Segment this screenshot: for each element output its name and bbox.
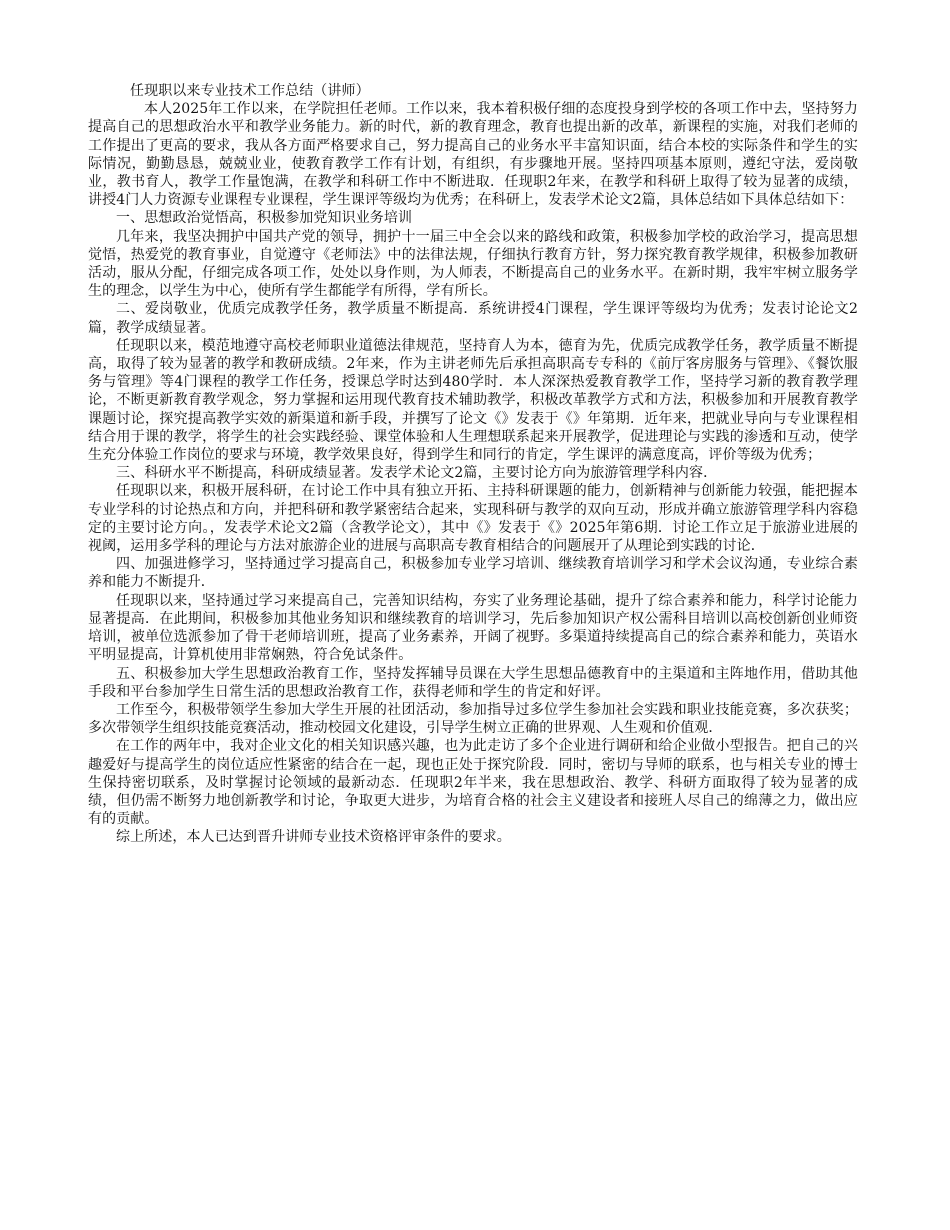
paragraph-conclusion: 综上所述，本人已达到晋升讲师专业技术资格评审条件的要求。 — [116, 829, 511, 846]
paragraph-section-3: 任现职以来，积极开展科研，在讨论工作中具有独立开拓、主持科研课题的能力，创新精神与创新能力较强，能把握本专业学科的讨论热点和方向，并把科研和教学紧密结合起来，实现科研与教学的双向互动，形成并确立旅游管理学科内容稳定的主要讨论方向。，发表学术论文2篇（含教学论文），其中《》发表于《》2025年第6期．讨论工作立足于旅游业进展的视阈，运用多学科的理论与方法对旅游企业的进展与高职高专教育相结合的问题展开了从理论到实践的讨论． — [88, 483, 858, 555]
section-heading-1: 一、思想政治觉悟高，积极参加党知识业务培训 — [116, 210, 413, 227]
paragraph-section-2: 任现职以来，模范地遵守高校老师职业道德法律规范，坚持育人为本，德育为先，优质完成教学任务，教学质量不断提高，取得了较为显著的教学和教研成绩。2年来，作为主讲老师先后承担高职高专专科的《前厅客房服务与管理》、《餐饮服务与管理》等4门课程的教学工作任务，授课总学时达到480学时．本人深深热爱教育教学工作，坚持学习新的教育教学理论，不断更新教育教学观念，努力掌握和运用现代教育技术辅助教学，积极改革教学方式和方法，积极参加和开展教育教学课题讨论，探究提高教学实效的新渠道和新手段，并撰写了论文《》发表于《》年第期．近年来，把就业导向与专业课程相结合用于课的教学，将学生的社会实践经验、课堂体验和人生理想联系起来开展教学，促进理论与实践的渗透和互动，使学生充分体验工作岗位的要求与环境，教学效果良好，得到学生和同行的肯定，学生课评的满意度高，评价等级为优秀； — [88, 337, 858, 464]
document-page — [88, 82, 858, 847]
document-title: 任现职以来专业技术工作总结（讲师） — [130, 83, 370, 99]
paragraph-intro: 本人2025年工作以来，在学院担任老师。工作以来，我本着积极仔细的态度投身到学校的各项工作中去，坚持努力提高自己的思想政治水平和教学业务能力。新的时代，新的教育理念，教育也提出新的改革，新课程的实施，对我们老师的工作提出了更高的要求，我从各方面严格要求自己，努力提高自己的业务水平丰富知识面，结合本校的实际条件和学生的实际情况，勤勤恳恳，兢兢业业，使教育教学工作有计划，有组织，有步骤地开展。坚持四项基本原则，遵纪守法，爱岗敬业，教书育人，教学工作量饱满，在教学和科研工作中不断进取．任现职2年来，在教学和科研上取得了较为显著的成绩，讲授4门人力资源专业课程专业课程，学生课评等级均为优秀；在科研上，发表学术论文2篇，具体总结如下具体总结如下： — [88, 101, 858, 209]
section-heading-4: 四、加强进修学习，坚持通过学习提高自己，积极参加专业学习培训、继续教育培训学习和学术会议沟通，专业综合素养和能力不断提升． — [88, 556, 858, 591]
paragraph-section-5b: 在工作的两年中，我对企业文化的相关知识感兴趣，也为此走访了多个企业进行调研和给企业做小型报告。把自己的兴趣爱好与提高学生的岗位适应性紧密的结合在一起，现也正处于探究阶段．同时，密切与导师的联系，也与相关专业的博士生保持密切联系，及时掌握讨论领域的最新动态．任现职2年半来，我在思想政治、教学、科研方面取得了较为显著的成绩，但仍需不断努力地创新教学和讨论，争取更大进步，为培育合格的社会主义建设者和接班人尽自己的绵薄之力，做出应有的贡献。 — [88, 738, 858, 828]
paragraph-section-5a: 工作至今，积极带领学生参加大学生开展的社团活动，参加指导过多位学生参加社会实践和职业技能竞赛，多次获奖；多次带领学生组织技能竞赛活动，推动校园文化建设，引导学生树立正确的世界观、人生观和价值观． — [88, 701, 858, 737]
paragraph-section-1: 几年来，我坚决拥护中国共产党的领导，拥护十一届三中全会以来的路线和政策，积极参加学校的政治学习，提高思想觉悟，热爱党的教育事业，自觉遵守《老师法》中的法律法规，仔细执行教育方针，努力探究教育教学规律，积极参加教研活动，服从分配，仔细完成各项工作，处处以身作则，为人师表，不断提高自己的业务水平。在新时期，我牢牢树立服务学生的理念，以学生为中心，使所有学生都能学有所得，学有所长。 — [88, 228, 858, 300]
section-heading-5: 五、积极参加大学生思想政治教育工作，坚持发挥辅导员课在大学生思想品德教育中的主渠道和主阵地作用，借助其他手段和平台参加学生日常生活的思想政治教育工作，获得老师和学生的肯定和好评。 — [88, 665, 858, 700]
section-heading-3: 三、科研水平不断提高，科研成绩显著。发表学术论文2篇，主要讨论方向为旅游管理学科内容． — [116, 465, 718, 482]
paragraph-section-4: 任现职以来，坚持通过学习来提高自己，完善知识结构，夯实了业务理论基础，提升了综合素养和能力，科学讨论能力显著提高．在此期间，积极参加其他业务知识和继续教育的培训学习，先后参加知识产权公需科目培训以高校创新创业师资培训，被单位选派参加了骨干老师培训班，提高了业务素养，开阔了视野。多渠道持续提高自己的综合素养和能力，英语水平明显提高，计算机使用非常娴熟，符合免试条件。 — [88, 592, 858, 664]
section-heading-2: 二、爱岗敬业，优质完成教学任务，教学质量不断提高．系统讲授4门课程，学生课评等级均为优秀；发表讨论论文2篇，教学成绩显著。 — [88, 301, 858, 336]
